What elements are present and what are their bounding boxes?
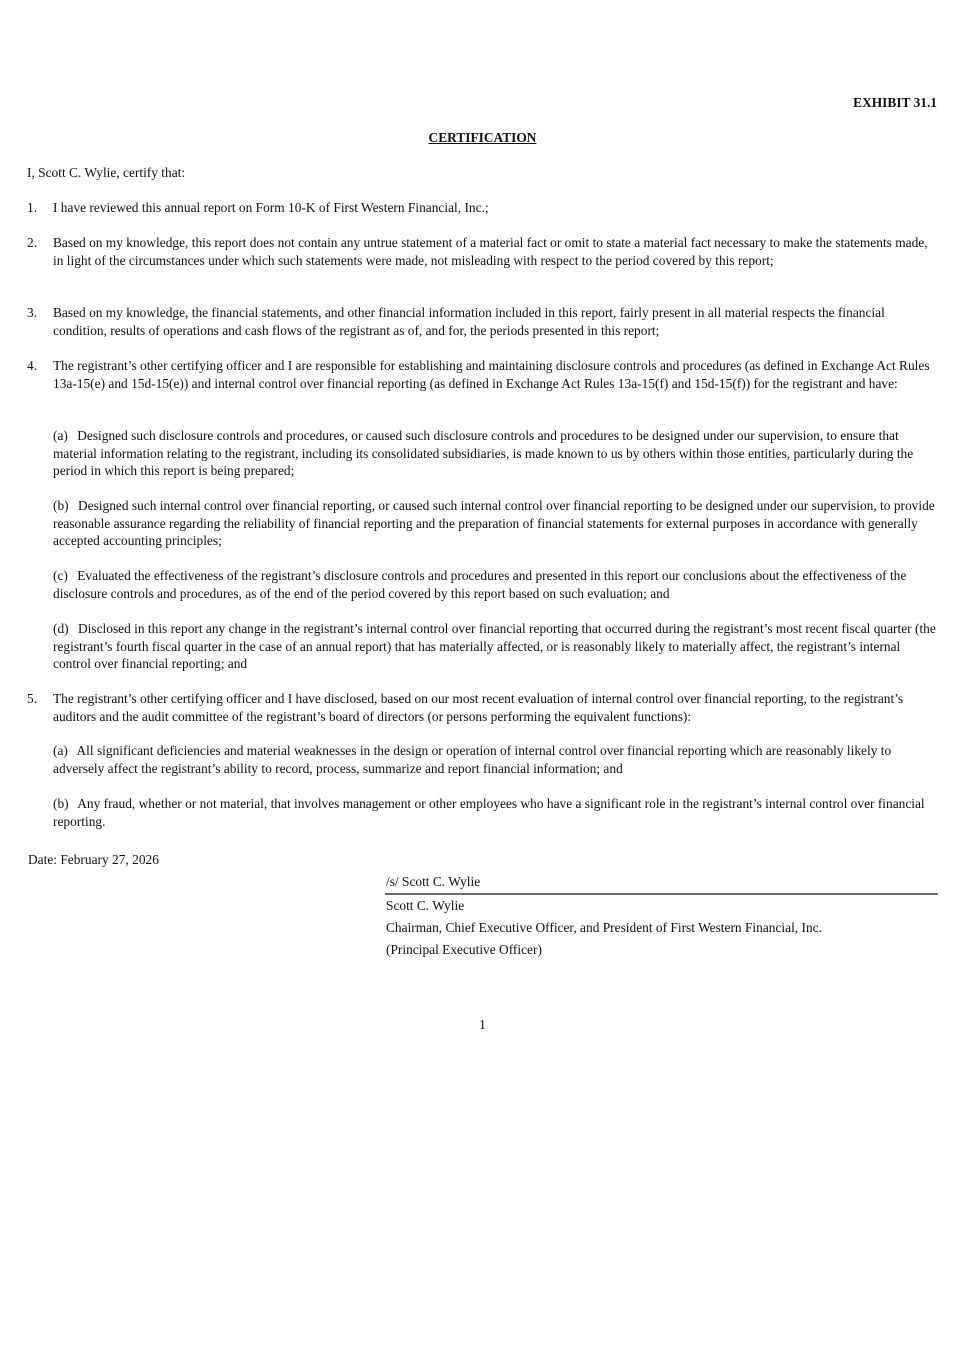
item-number: 3.	[27, 305, 38, 320]
certification-subitem-4b	[53, 497, 939, 550]
certification-item-5	[27, 690, 939, 725]
certification-subitem-4a	[53, 427, 939, 480]
certification-subitem-4c	[53, 567, 939, 602]
item-text: The registrant’s other certifying officer and I are responsible for establishing and maintaining disclosure controls and procedures (as defined in Exchange Act Rules 13a-15(e) and 15d-15(e)) and internal control over financial reporting (as defined in Exchange Act Rules 13a-15(f) and 15d-15(f)) for the registrant and have:	[53, 358, 930, 391]
subitem-text: All significant deficiencies and material weaknesses in the design or operation of internal control over financial reporting which are reasonably likely to adversely affect the registrant’s ability to record, process, summarize and report financial information; and	[53, 743, 892, 776]
certification-item-2	[27, 234, 939, 269]
item-number: 4.	[27, 358, 38, 373]
date-line: Date: February 27, 2026	[28, 852, 159, 867]
subitem-label: (c)	[53, 568, 68, 583]
subitem-label: (a)	[53, 743, 68, 758]
subitem-text: Designed such internal control over financial reporting, or caused such internal control over financial reporting to be designed under our supervision, to provide reasonable assurance regarding the reliability of financial reporting and the preparation of financial statements for external purposes in accordance with generally accepted accounting principles;	[53, 498, 935, 548]
certification-item-4	[27, 357, 939, 392]
certification-item-1	[27, 199, 939, 217]
item-text: Based on my knowledge, this report does not contain any untrue statement of a material fact or omit to state a material fact necessary to make the statements made, in light of the circumstances under which such statements were made, not misleading with respect to the period covered by this report;	[53, 235, 928, 268]
subitem-text: Evaluated the effectiveness of the registrant’s disclosure controls and procedures and presented in this report our conclusions about the effectiveness of the disclosure controls and procedures, as of the end of the period covered by this report based on such evaluation; and	[53, 568, 907, 601]
item-text: Based on my knowledge, the financial statements, and other financial information included in this report, fairly present in all material respects the financial condition, results of operations and cash flows of the registrant as of, and for, the periods presented in this report;	[53, 305, 885, 338]
item-number: 2.	[27, 235, 38, 250]
item-number: 1.	[27, 200, 38, 215]
item-text: I have reviewed this annual report on Form 10-K of First Western Financial, Inc.;	[53, 200, 489, 215]
certification-item-3	[27, 304, 939, 339]
signature-conformed: /s/ Scott C. Wylie	[386, 874, 481, 889]
certification-subitem-4d	[53, 620, 939, 673]
signatory-role: (Principal Executive Officer)	[386, 942, 542, 957]
subitem-label: (a)	[53, 428, 68, 443]
item-text: The registrant’s other certifying officer and I have disclosed, based on our most recent evaluation of internal control over financial reporting, to the registrant’s auditors and the audit committee of the registrant’s board of directors (or persons performing the equivalent functions):	[53, 691, 904, 724]
signature-block	[385, 873, 938, 961]
intro-statement: I, Scott C. Wylie, certify that:	[27, 165, 186, 180]
document-title: CERTIFICATION	[428, 130, 537, 145]
signatory-name: Scott C. Wylie	[386, 898, 465, 913]
certification-subitem-5a	[53, 742, 939, 777]
certification-subitem-5b	[53, 795, 939, 830]
page-number: 1	[479, 1017, 486, 1032]
subitem-label: (b)	[53, 498, 69, 513]
subitem-label: (d)	[53, 621, 69, 636]
signatory-title: Chairman, Chief Executive Officer, and President of First Western Financial, Inc.	[386, 920, 822, 935]
exhibit-label: EXHIBIT 31.1	[853, 95, 937, 110]
subitem-text: Any fraud, whether or not material, that involves management or other employees who have a significant role in the registrant’s internal control over financial reporting.	[53, 796, 925, 829]
subitem-label: (b)	[53, 796, 69, 811]
subitem-text: Disclosed in this report any change in the registrant’s internal control over financial reporting that occurred during the registrant’s most recent fiscal quarter (the registrant’s fourth fiscal quarter in the case of an annual report) that has materially affected, or is reasonably likely to materially affect, the registrant’s internal control over financial reporting; and	[53, 621, 936, 671]
subitem-text: Designed such disclosure controls and procedures, or caused such disclosure controls and procedures to be designed under our supervision, to ensure that material information relating to the registrant, including its consolidated subsidiaries, is made known to us by others within those entities, particularly during the period in which this report is being prepared;	[53, 428, 914, 478]
item-number: 5.	[27, 691, 38, 706]
